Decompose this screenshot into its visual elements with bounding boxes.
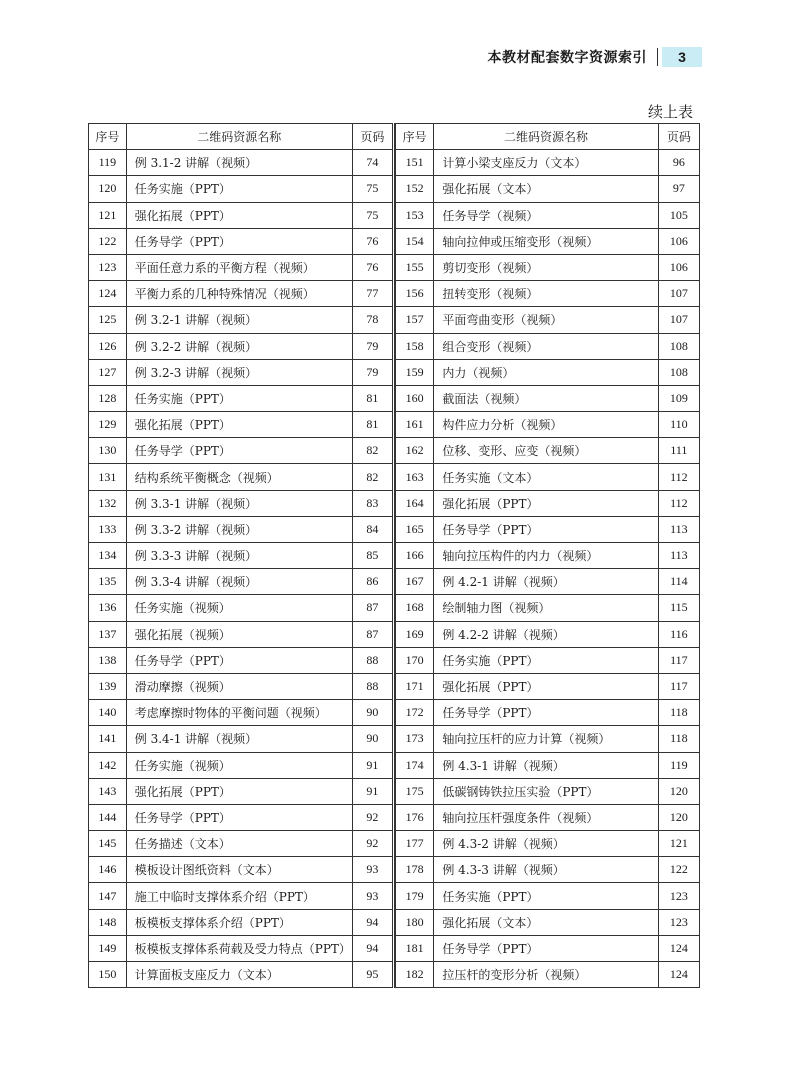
column-header-name: 二维码资源名称 [126,124,352,150]
table-row [89,228,394,254]
resource-name: 例 3.2-3 讲解（视频） [126,359,352,385]
row-number: 164 [396,490,434,516]
row-number: 148 [89,909,127,935]
resource-name: 轴向拉伸或压缩变形（视频） [434,228,658,254]
table-row [89,254,394,280]
resource-name: 强化拓展（PPT） [434,673,658,699]
table-row [396,673,700,699]
page-ref: 76 [352,228,393,254]
table-row [396,176,700,202]
table-row [396,647,700,673]
resource-name: 强化拓展（文本） [434,176,658,202]
resource-name: 任务导学（PPT） [434,935,658,961]
page-ref: 91 [352,778,393,804]
page-ref: 87 [352,595,393,621]
resource-name: 扭转变形（视频） [434,281,658,307]
resource-name: 组合变形（视频） [434,333,658,359]
table-row [396,333,700,359]
page-ref: 78 [352,307,393,333]
row-number: 150 [89,962,127,988]
table-row [396,516,700,542]
table-row [396,438,700,464]
table-row [396,385,700,411]
resource-name: 拉压杆的变形分析（视频） [434,962,658,988]
row-number: 137 [89,621,127,647]
row-number: 170 [396,647,434,673]
table-row [89,202,394,228]
resource-name: 例 3.3-2 讲解（视频） [126,516,352,542]
page-ref: 121 [658,831,699,857]
row-number: 119 [89,150,127,176]
page-ref: 81 [352,412,393,438]
header-title: 本教材配套数字资源索引 [487,50,647,66]
page-ref: 82 [352,464,393,490]
table-row [89,359,394,385]
table-row [89,333,394,359]
table-row [396,150,700,176]
table-row [89,883,394,909]
page-ref: 117 [658,673,699,699]
row-number: 121 [89,202,127,228]
table-row [396,962,700,988]
row-number: 123 [89,254,127,280]
table-row [89,909,394,935]
page-ref: 120 [658,804,699,830]
resource-name: 考虑摩擦时物体的平衡问题（视频） [126,700,352,726]
row-number: 171 [396,673,434,699]
page-ref: 118 [658,726,699,752]
row-number: 178 [396,857,434,883]
resource-name: 任务实施（视频） [126,752,352,778]
page-ref: 115 [658,595,699,621]
row-number: 127 [89,359,127,385]
resource-name: 截面法（视频） [434,385,658,411]
page-ref: 116 [658,621,699,647]
column-header-no: 序号 [396,124,434,150]
page-ref: 95 [352,962,393,988]
page-ref: 123 [658,909,699,935]
row-number: 160 [396,385,434,411]
page-ref: 96 [658,150,699,176]
resource-name: 任务导学（PPT） [126,228,352,254]
resource-name: 板模板支撑体系介绍（PPT） [126,909,352,935]
resource-name: 任务实施（视频） [126,595,352,621]
page-ref: 82 [352,438,393,464]
resource-name: 任务实施（PPT） [126,385,352,411]
table-row [89,752,394,778]
row-number: 154 [396,228,434,254]
page-ref: 93 [352,857,393,883]
resource-name: 任务导学（PPT） [434,700,658,726]
page-ref: 106 [658,228,699,254]
resource-name: 例 3.1-2 讲解（视频） [126,150,352,176]
page-ref: 106 [658,254,699,280]
resource-name: 例 4.3-1 讲解（视频） [434,752,658,778]
row-number: 149 [89,935,127,961]
row-number: 141 [89,726,127,752]
page-ref: 85 [352,543,393,569]
page-ref: 92 [352,804,393,830]
table-row [89,595,394,621]
table-row [89,385,394,411]
page-ref: 118 [658,700,699,726]
resource-name: 绘制轴力图（视频） [434,595,658,621]
page-ref: 81 [352,385,393,411]
table-row [396,700,700,726]
resource-name: 任务描述（文本） [126,831,352,857]
table-row [396,412,700,438]
resource-name: 平面任意力系的平衡方程（视频） [126,254,352,280]
row-number: 142 [89,752,127,778]
page-ref: 83 [352,490,393,516]
row-number: 135 [89,569,127,595]
row-number: 177 [396,831,434,857]
row-number: 120 [89,176,127,202]
row-number: 158 [396,333,434,359]
row-number: 161 [396,412,434,438]
table-row [89,804,394,830]
page-ref: 113 [658,516,699,542]
table-row [89,543,394,569]
row-number: 138 [89,647,127,673]
table-row [89,726,394,752]
page-ref: 86 [352,569,393,595]
table-row [89,647,394,673]
continued-label: 续上表 [647,103,693,121]
table-row [89,490,394,516]
table-row [396,254,700,280]
table-row [396,569,700,595]
table-row [396,831,700,857]
row-number: 181 [396,935,434,961]
table-row [396,778,700,804]
table-row [89,307,394,333]
row-number: 165 [396,516,434,542]
row-number: 173 [396,726,434,752]
page-ref: 122 [658,857,699,883]
resource-name: 任务实施（文本） [434,464,658,490]
table-row [396,228,700,254]
resource-name: 内力（视频） [434,359,658,385]
row-number: 168 [396,595,434,621]
row-number: 129 [89,412,127,438]
page-ref: 124 [658,962,699,988]
page-ref: 110 [658,412,699,438]
resource-name: 强化拓展（PPT） [126,202,352,228]
column-header-name: 二维码资源名称 [434,124,658,150]
table-header-row [396,124,700,150]
row-number: 162 [396,438,434,464]
table-row [89,621,394,647]
resource-name: 强化拓展（PPT） [434,490,658,516]
table-row [396,621,700,647]
page-ref: 112 [658,490,699,516]
row-number: 144 [89,804,127,830]
row-number: 126 [89,333,127,359]
row-number: 139 [89,673,127,699]
table-row [396,307,700,333]
page-ref: 88 [352,673,393,699]
row-number: 153 [396,202,434,228]
resource-name: 剪切变形（视频） [434,254,658,280]
resource-name: 构件应力分析（视频） [434,412,658,438]
table-row [89,516,394,542]
row-number: 157 [396,307,434,333]
row-number: 156 [396,281,434,307]
table-row [89,935,394,961]
page-ref: 91 [352,752,393,778]
table-row [396,857,700,883]
table-row [396,281,700,307]
resource-name: 任务导学（视频） [434,202,658,228]
page-ref: 107 [658,281,699,307]
page-ref: 79 [352,359,393,385]
row-number: 174 [396,752,434,778]
page-ref: 108 [658,333,699,359]
row-number: 140 [89,700,127,726]
row-number: 166 [396,543,434,569]
resource-name: 平衡力系的几种特殊情况（视频） [126,281,352,307]
resource-name: 轴向拉压杆的应力计算（视频） [434,726,658,752]
table-row [396,595,700,621]
table-row [89,176,394,202]
row-number: 133 [89,516,127,542]
resource-name: 例 3.2-2 讲解（视频） [126,333,352,359]
row-number: 159 [396,359,434,385]
resource-name: 例 3.3-4 讲解（视频） [126,569,352,595]
table-row [89,150,394,176]
row-number: 131 [89,464,127,490]
table-row [89,412,394,438]
resource-name: 任务导学（PPT） [126,438,352,464]
page-ref: 87 [352,621,393,647]
table-row [89,673,394,699]
row-number: 147 [89,883,127,909]
resource-name: 轴向拉压杆强度条件（视频） [434,804,658,830]
row-number: 182 [396,962,434,988]
table-row [396,752,700,778]
table-row [89,857,394,883]
page-ref: 93 [352,883,393,909]
row-number: 169 [396,621,434,647]
row-number: 179 [396,883,434,909]
header-divider [657,48,658,66]
page-ref: 124 [658,935,699,961]
page-ref: 109 [658,385,699,411]
resource-name: 计算小梁支座反力（文本） [434,150,658,176]
resource-name: 轴向拉压构件的内力（视频） [434,543,658,569]
page-ref: 120 [658,778,699,804]
table-row [89,569,394,595]
table-row [396,543,700,569]
column-header-no: 序号 [89,124,127,150]
table-row [89,281,394,307]
page-ref: 79 [352,333,393,359]
row-number: 167 [396,569,434,595]
resource-name: 任务实施（PPT） [126,176,352,202]
table-right [395,123,700,988]
resource-name: 位移、变形、应变（视频） [434,438,658,464]
table-row [396,202,700,228]
resource-name: 任务实施（PPT） [434,883,658,909]
table-row [89,464,394,490]
resource-name: 例 3.3-1 讲解（视频） [126,490,352,516]
resource-name: 强化拓展（文本） [434,909,658,935]
table-row [396,909,700,935]
resource-name: 强化拓展（PPT） [126,778,352,804]
page-ref: 84 [352,516,393,542]
table-header-row [89,124,394,150]
resource-name: 例 4.3-2 讲解（视频） [434,831,658,857]
page-ref: 88 [352,647,393,673]
page-ref: 108 [658,359,699,385]
resource-name: 任务导学（PPT） [126,804,352,830]
page-ref: 94 [352,935,393,961]
page-header [488,44,703,70]
table-row [396,883,700,909]
row-number: 134 [89,543,127,569]
page-ref: 74 [352,150,393,176]
row-number: 180 [396,909,434,935]
page-ref: 114 [658,569,699,595]
page-ref: 75 [352,202,393,228]
row-number: 176 [396,804,434,830]
resource-name: 任务导学（PPT） [126,647,352,673]
resource-name: 滑动摩擦（视频） [126,673,352,699]
page-number: 3 [662,47,702,67]
page-ref: 112 [658,464,699,490]
table-row [89,778,394,804]
row-number: 136 [89,595,127,621]
resource-name: 例 4.2-1 讲解（视频） [434,569,658,595]
table-row [89,438,394,464]
table-row [396,464,700,490]
table-row [396,726,700,752]
page-ref: 75 [352,176,393,202]
resource-name: 任务实施（PPT） [434,647,658,673]
resource-name: 平面弯曲变形（视频） [434,307,658,333]
row-number: 128 [89,385,127,411]
row-number: 122 [89,228,127,254]
row-number: 124 [89,281,127,307]
row-number: 175 [396,778,434,804]
resource-name: 例 4.2-2 讲解（视频） [434,621,658,647]
row-number: 172 [396,700,434,726]
page-ref: 105 [658,202,699,228]
table-left-body [89,150,394,988]
resource-name: 施工中临时支撑体系介绍（PPT） [126,883,352,909]
resource-name: 例 4.3-3 讲解（视频） [434,857,658,883]
resource-name: 强化拓展（PPT） [126,412,352,438]
row-number: 163 [396,464,434,490]
table-left [88,123,395,988]
table-row [89,831,394,857]
row-number: 152 [396,176,434,202]
page-ref: 92 [352,831,393,857]
row-number: 146 [89,857,127,883]
row-number: 143 [89,778,127,804]
table-row [396,935,700,961]
resource-name: 模板设计图纸资料（文本） [126,857,352,883]
resource-name: 例 3.4-1 讲解（视频） [126,726,352,752]
table-row [396,804,700,830]
table-row [89,700,394,726]
resource-name: 例 3.3-3 讲解（视频） [126,543,352,569]
page-ref: 107 [658,307,699,333]
resource-name: 例 3.2-1 讲解（视频） [126,307,352,333]
page-ref: 77 [352,281,393,307]
page-ref: 123 [658,883,699,909]
page-ref: 90 [352,726,393,752]
resource-index-table [88,123,700,988]
resource-name: 结构系统平衡概念（视频） [126,464,352,490]
page-ref: 90 [352,700,393,726]
row-number: 151 [396,150,434,176]
row-number: 125 [89,307,127,333]
table-row [396,359,700,385]
resource-name: 计算面板支座反力（文本） [126,962,352,988]
resource-name: 强化拓展（视频） [126,621,352,647]
column-header-page: 页码 [352,124,393,150]
resource-name: 板模板支撑体系荷载及受力特点（PPT） [126,935,352,961]
row-number: 145 [89,831,127,857]
resource-name: 任务导学（PPT） [434,516,658,542]
column-header-page: 页码 [658,124,699,150]
row-number: 132 [89,490,127,516]
page-ref: 111 [658,438,699,464]
page-ref: 76 [352,254,393,280]
page-ref: 113 [658,543,699,569]
page-ref: 94 [352,909,393,935]
page-ref: 117 [658,647,699,673]
table-right-body [396,150,700,988]
row-number: 155 [396,254,434,280]
page-ref: 97 [658,176,699,202]
resource-name: 低碳钢铸铁拉压实验（PPT） [434,778,658,804]
table-row [89,962,394,988]
table-row [396,490,700,516]
row-number: 130 [89,438,127,464]
page-ref: 119 [658,752,699,778]
